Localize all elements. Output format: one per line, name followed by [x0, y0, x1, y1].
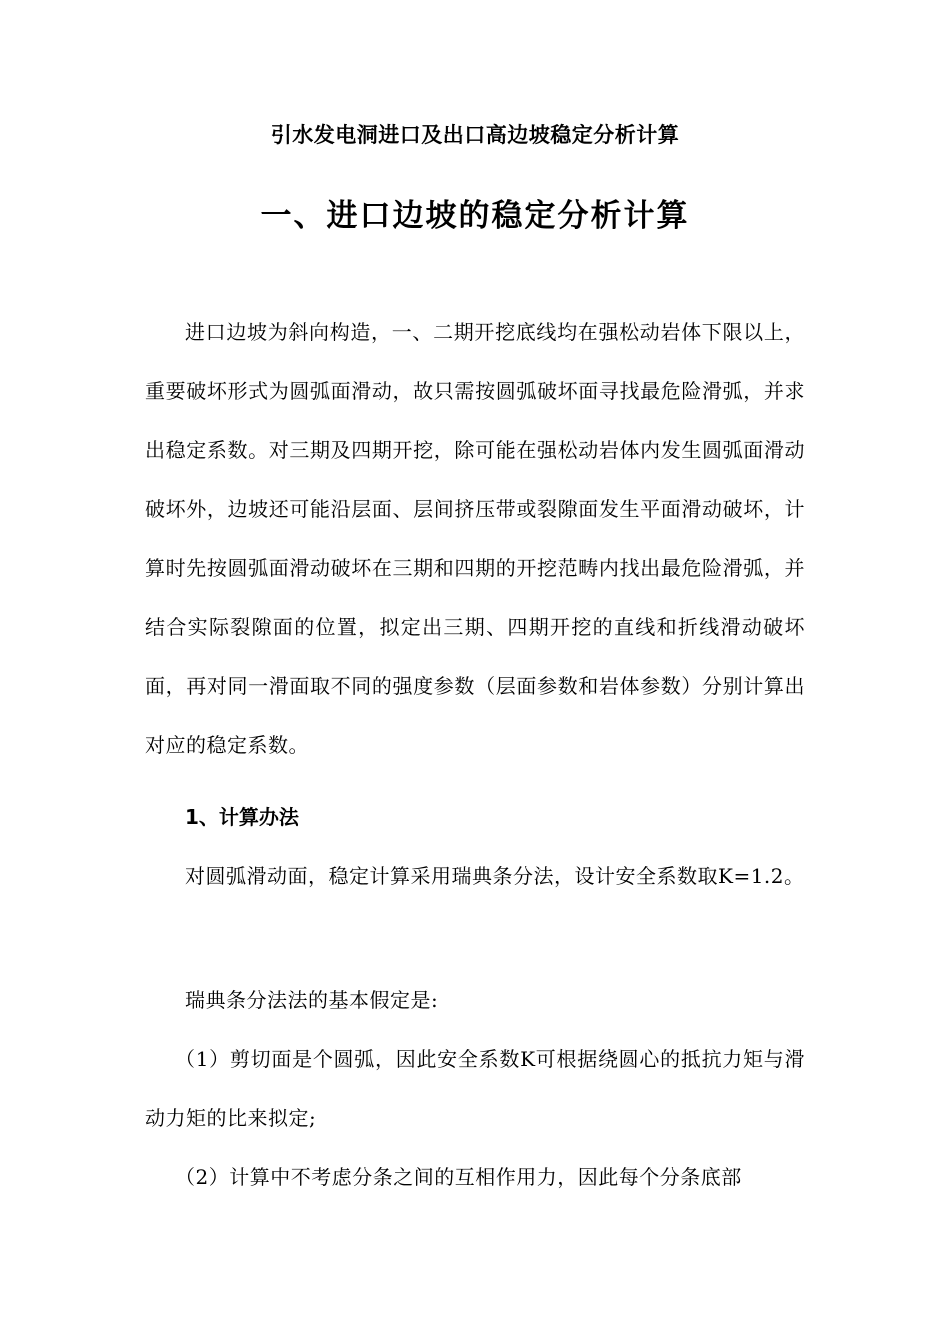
intro-paragraph: 进口边坡为斜向构造，一、二期开挖底线均在强松动岩体下限以上，重要破坏形式为圆弧面滑动，故只需按圆弧破坏面寻找最危险滑弧，并求出稳定系数。对三期及四期开挖，除可能在强松动岩体内发生圆弧面滑动破坏外，边坡还可能沿层面、层间挤压带或裂隙面发生平面滑动破坏，计算时先按圆弧面滑动破坏在三期和四期的开挖范畴内找出最危险滑弧，并结合实际裂隙面的位置，拟定出三期、四期开挖的直线和折线滑动破坏面，再对同一滑面取不同的强度参数（层面参数和岩体参数）分别计算出对应的稳定系数。: [145, 320, 805, 757]
assumption-item-1: （1）剪切面是个圆弧，因此安全系数K可根据绕圆心的抵抗力矩与滑动力矩的比来拟定;: [145, 1047, 805, 1130]
subsection-heading: 1、计算办法: [185, 805, 299, 829]
intro-block: [145, 303, 805, 775]
assumptions-block: [145, 970, 805, 1207]
method-block: [145, 788, 805, 906]
assumption-item-2: （2）计算中不考虑分条之间的互相作用力，因此每个分条底部: [175, 1165, 742, 1189]
document-title: 引水发电洞进口及出口高边坡稳定分析计算: [270, 123, 680, 147]
section-heading: 一、进口边坡的稳定分析计算: [260, 198, 690, 234]
method-paragraph: 对圆弧滑动面，稳定计算采用瑞典条分法，设计安全系数取K=1.2。: [185, 864, 805, 888]
assumption-intro: 瑞典条分法法的基本假定是:: [185, 988, 439, 1012]
